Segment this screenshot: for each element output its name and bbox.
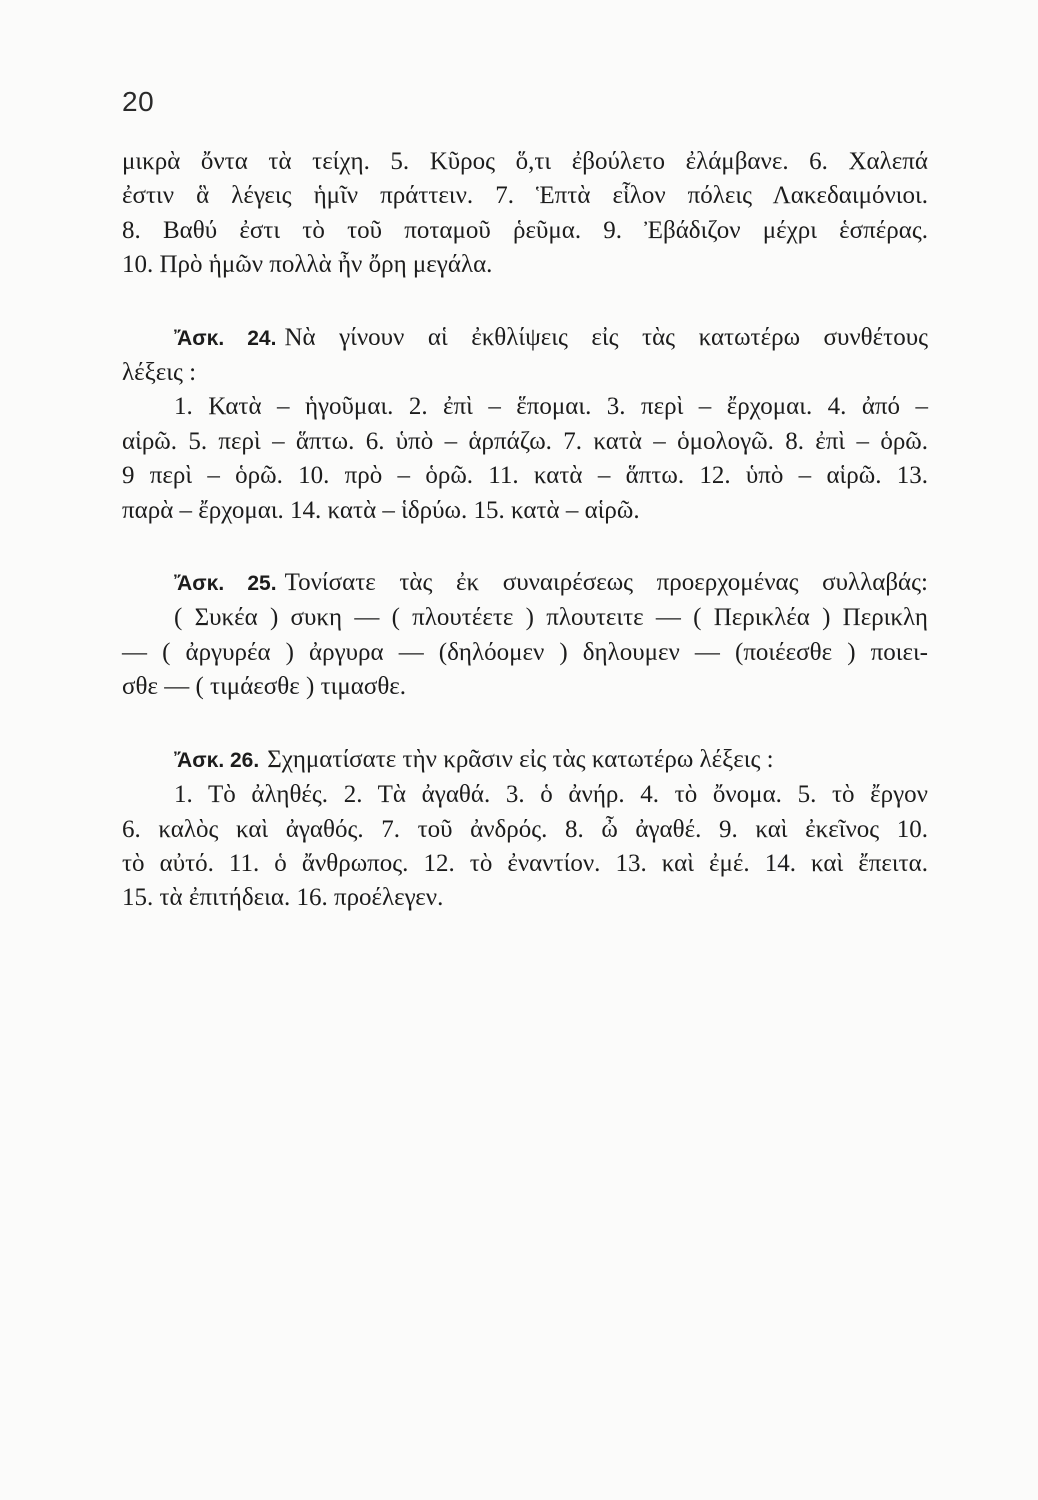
text-line: παρὰ – ἔρχομαι. 14. κατὰ – ἱδρύω. 15. κατὰ – αἱρῶ.	[122, 496, 640, 524]
exercise-24	[122, 321, 928, 528]
text-line: — ( ἀργυρέα ) ἀργυρα — (δηλόομεν ) δηλουμεν — (ποιέεσθε ) ποιει-	[122, 638, 928, 666]
page-body	[122, 145, 928, 916]
exercise-label: Ἄσκ. 26.	[174, 748, 260, 772]
text-line: 1. Κατὰ – ἡγοῦμαι. 2. ἐπὶ – ἕπομαι. 3. περὶ – ἔρχομαι. 4. ἀπό –	[174, 393, 928, 421]
exercise-heading	[122, 321, 928, 356]
exercise-25	[122, 566, 928, 705]
text-line: 15. τὰ ἐπιτήδεια. 16. προέλεγεν.	[122, 884, 444, 912]
exercise-heading	[122, 566, 928, 601]
page-number: 20	[122, 86, 155, 117]
text-line: ( Συκέα ) συκη — ( πλουτέετε ) πλουτειτε — ( Περικλέα ) Περικλη	[174, 604, 928, 632]
intro-paragraph	[122, 145, 928, 283]
text-line: μικρὰ ὄντα τὰ τείχη. 5. Κῦρος ὅ,τι ἐβούλετο ἐλάμβανε. 6. Χαλεπά	[122, 148, 928, 175]
text-line: 10. Πρὸ ἡμῶν πολλὰ ἦν ὄρη μεγάλα.	[122, 251, 493, 279]
text-line: λέξεις :	[122, 359, 197, 387]
exercise-instruction: Νὰ γίνουν αἱ ἐκθλίψεις εἰς τὰς κατωτέρω συνθέτους	[284, 323, 928, 351]
text-line: 1. Τὸ ἀληθές. 2. Τὰ ἀγαθά. 3. ὁ ἀνήρ. 4. τὸ ὄνομα. 5. τὸ ἔργον	[174, 781, 928, 809]
text-line: αἱρῶ. 5. περὶ – ἅπτω. 6. ὑπὸ – ἁρπάζω. 7. κατὰ – ὁμολογῶ. 8. ἐπὶ – ὁρῶ.	[122, 427, 928, 455]
exercise-label: Ἄσκ. 25.	[174, 572, 277, 596]
text-line: 6. καλὸς καὶ ἀγαθός. 7. τοῦ ἀνδρός. 8. ὦ ἀγαθέ. 9. καὶ ἐκεῖνος 10.	[122, 815, 928, 843]
text-line: 9 περὶ – ὁρῶ. 10. πρὸ – ὁρῶ. 11. κατὰ – ἅπτω. 12. ὑπὸ – αἱρῶ. 13.	[122, 462, 928, 490]
text-line: 8. Βαθύ ἐστι τὸ τοῦ ποταμοῦ ῥεῦμα. 9. Ἐβάδιζον μέχρι ἑσπέρας.	[122, 216, 928, 244]
exercise-instruction: Σχηματίσατε τὴν κρᾶσιν εἰς τὰς κατωτέρω λέξεις :	[267, 745, 774, 773]
text-line: τὸ αὐτό. 11. ὁ ἄνθρωπος. 12. τὸ ἐναντίον. 13. καὶ ἐμέ. 14. καὶ ἔπειτα.	[122, 849, 928, 877]
exercise-label: Ἄσκ. 24.	[174, 326, 277, 350]
text-line: σθε — ( τιμάεσθε ) τιμασθε.	[122, 673, 407, 701]
exercise-heading	[122, 743, 928, 778]
exercise-26	[122, 743, 928, 916]
text-line: ἐστιν ἃ λέγεις ἡμῖν πράττειν. 7. Ἑπτὰ εἷλον πόλεις Λακεδαιμόνιοι.	[122, 182, 928, 210]
exercise-instruction: Τονίσατε τὰς ἐκ συναιρέσεως προερχομένας συλλαβάς:	[284, 569, 928, 597]
